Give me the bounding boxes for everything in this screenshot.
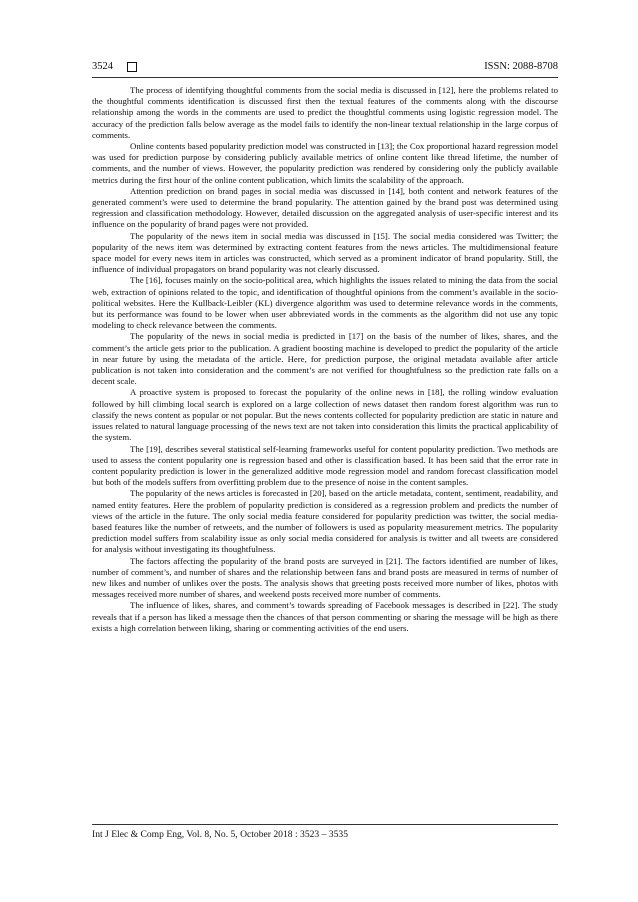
header-divider <box>92 77 558 78</box>
paragraph: A proactive system is proposed to forecast the popularity of the online news in [18], the rolling window evaluation followed by hill climbing local search is explored on a large collection of news dataset then random forest algorithm was run to classify the news content as popular or not popular. But the news contents collected for popularity prediction are static in nature and issues related to natural language processing of the news text are not taken into consideration this limits the practical applicability of the system. <box>92 387 558 443</box>
paragraph: The popularity of the news articles is forecasted in [20], based on the article metadata, content, sentiment, readability, and named entity features. Here the problem of popularity prediction is considered as a regression problem and predicts the number of views of the article in the future. The only social media feature considered for popularity prediction was twitter, the social media-based features like the number of retweets, and the number of followers is used as popularity measurement metrics. The popularity prediction model suffers from scalability issue as only social media considered for analysis is twitter and all tweets are considered for analysis without investigating its thoughtfulness. <box>92 488 558 555</box>
issn: ISSN: 2088-8708 <box>484 61 558 72</box>
paragraph: The factors affecting the popularity of the brand posts are surveyed in [21]. The factors identified are number of likes, number of comment’s, and number of shares and the relationship between fans and brand posts are measured in terms of number of new likes and number of unlikes over the posts. The analysis shows that greeting posts received more number of likes, photos with messages received more number of shares, and weekend posts received more number of comments. <box>92 555 558 600</box>
square-bullet-icon <box>127 62 137 72</box>
header-left <box>92 58 137 76</box>
footer-divider <box>92 824 558 825</box>
footer-citation: Int J Elec & Comp Eng, Vol. 8, No. 5, October 2018 : 3523 – 3535 <box>92 829 348 840</box>
paragraph: The [16], focuses mainly on the socio-political area, which highlights the issues related to mining the data from the social web, extraction of opinions related to the topic, and identification of thoughtful opinions from the comment’s available in the socio-political websites. Here the Kullback-Leibler (KL) divergence algorithm was used to determine relevance words in the comments, but its performance was found to be lower when user abbreviated words in the comments as the algorithm did not use any topic modeling to check relevance between the comments. <box>92 275 558 331</box>
paragraph: The popularity of the news in social media is predicted in [17] on the basis of the number of likes, shares, and the comment’s the article gets prior to the publication. A gradient boosting machine is developed to predict the popularity of the article in near future by using the metadata of the article. Here, for prediction purpose, the original metadata available after article publication is not taken into consideration and the comment’s are not verified for thoughtfulness so the prediction rate falls on a decent scale. <box>92 331 558 387</box>
paragraph: The influence of likes, shares, and comment’s towards spreading of Facebook messages is described in [22]. The study reveals that if a person has liked a message then the chances of that person commenting or sharing the message will be high as there exists a high correlation between liking, sharing or commenting activities of the end users. <box>92 600 558 633</box>
paragraph: Attention prediction on brand pages in social media was discussed in [14], both content and network features of the generated comment’s were used to determine the brand popularity. The attention gained by the brand post was determined using regression and classification methodology. However, detailed discussion on the aggregated analysis of user-specific interest and its influence on the popularity of brand pages were not provided. <box>92 185 558 230</box>
page-number: 3524 <box>92 61 113 72</box>
paragraph: The [19], describes several statistical self-learning frameworks useful for content popularity prediction. Two methods are used to assess the content popularity one is regression based and other is classification based. It has been said that the error rate in content popularity prediction is lower in the generalized additive mode regression model and random forecast classification model but both of the models suffers from overfitting problem due to the presence of noise in the content samples. <box>92 443 558 488</box>
paragraph: The popularity of the news item in social media was discussed in [15]. The social media considered was Twitter; the popularity of the news item was determined by extracting content features from the news articles. The multidimensional feature space model for every news item in articles was constructed, which served as a prominent indicator of brand popularity. Still, the influence of individual propagators on brand popularity was not clearly discussed. <box>92 230 558 275</box>
article-body <box>92 85 558 634</box>
page-header <box>92 58 558 76</box>
paragraph: Online contents based popularity prediction model was constructed in [13]; the Cox proportional hazard regression model was used for prediction purpose by considering publicly available metrics of online content like thread lifetime, the number of comments, and the number of views. However, the popularity prediction was rendered by considering only the publicly available metrics during the first hour of the online content publication, which limits the scalability of the approach. <box>92 141 558 185</box>
paragraph: The process of identifying thoughtful comments from the social media is discussed in [12], here the problems related to the thoughtful comments identification is discussed first then the textual features of the comments along with the discourse relationship among the words in the comments are used to predict the thoughtful comments using logistic regression model. The accuracy of the prediction falls below average as the model fails to identify the non-linear textual relationship in the large corpus of comments. <box>92 85 558 140</box>
